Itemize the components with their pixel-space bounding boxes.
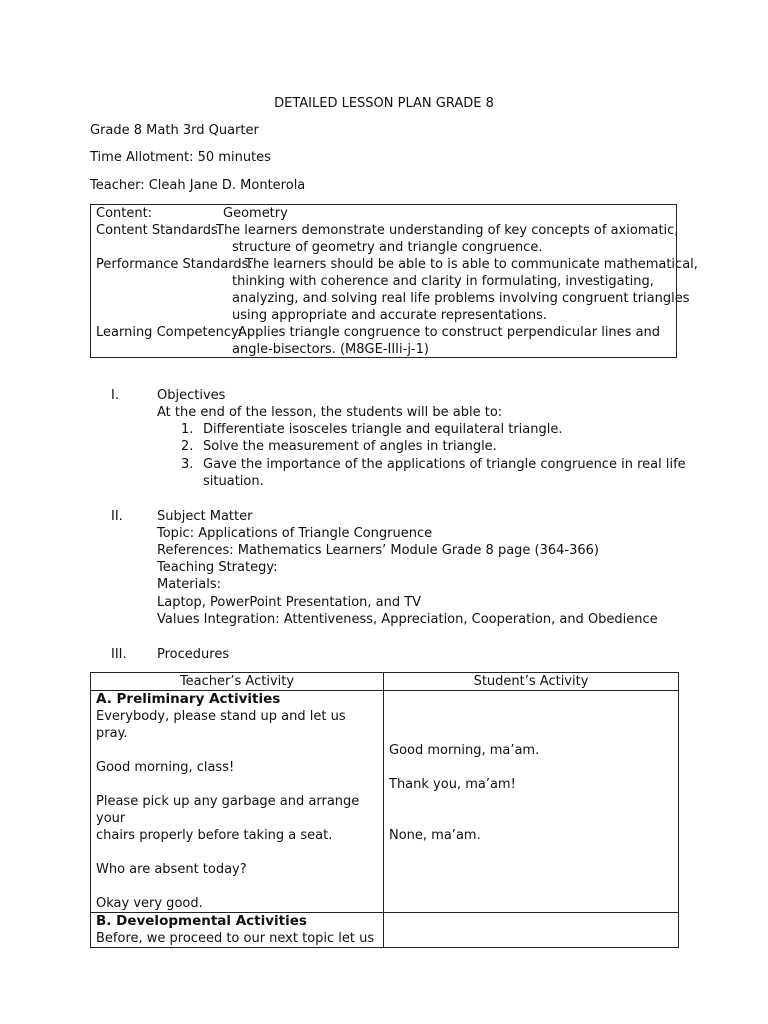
- subject-numeral: II.: [111, 509, 123, 524]
- objective-item-3: Gave the importance of the applications of triangle congruence in real life: [203, 457, 686, 472]
- document-title: DETAILED LESSON PLAN GRADE 8: [274, 96, 494, 111]
- section-b-heading: B. Developmental Activities: [96, 913, 307, 929]
- teacher-line-proceed: Before, we proceed to our next topic let us: [96, 931, 375, 946]
- teacher-line-garbage-2: chairs properly before taking a seat.: [96, 828, 333, 843]
- competency-line2: angle-bisectors. (M8GE-IIIi-j-1): [232, 342, 429, 357]
- student-line-thanks: Thank you, ma’am!: [389, 777, 516, 792]
- time-allotment: Time Allotment: 50 minutes: [90, 150, 271, 165]
- student-developmental-cell: [384, 913, 679, 948]
- objectives-intro: At the end of the lesson, the students will be able to:: [157, 405, 503, 420]
- section-a-heading: A. Preliminary Activities: [96, 691, 281, 707]
- performance-line4: using appropriate and accurate representations.: [232, 308, 548, 323]
- competency-line1: Applies triangle congruence to construct perpendicular lines and: [238, 325, 661, 340]
- student-line-greeting: Good morning, ma’am.: [389, 743, 540, 758]
- content-standards-line1: The learners demonstrate understanding of key concepts of axiomatic,: [216, 223, 679, 238]
- teacher-name: Teacher: Cleah Jane D. Monterola: [90, 178, 306, 193]
- teacher-line-okay: Okay very good.: [96, 896, 203, 911]
- content-standards-label: Content Standards:: [96, 223, 223, 238]
- procedures-table: [90, 672, 679, 948]
- performance-line1: The learners should be able to is able to communicate mathematical,: [245, 257, 698, 272]
- standards-box: [90, 204, 698, 358]
- objective-num-2: 2.: [181, 439, 194, 454]
- teacher-line-absent: Who are absent today?: [96, 862, 247, 877]
- performance-label: Performance Standards:: [96, 257, 253, 272]
- table-header-row: [91, 673, 679, 691]
- content-label: Content:: [96, 206, 153, 221]
- teacher-preliminary-cell: [91, 691, 384, 913]
- grade-line: Grade 8 Math 3rd Quarter: [90, 123, 259, 138]
- subject-materials-label: Materials:: [157, 577, 221, 592]
- teacher-line-garbage-1: Please pick up any garbage and arrange your: [96, 794, 360, 826]
- student-activity-header: Student’s Activity: [384, 673, 679, 691]
- teacher-line-pray: Everybody, please stand up and let us pray.: [96, 709, 346, 741]
- subject-references: References: Mathematics Learners’ Module Grade 8 page (364-366): [157, 543, 600, 558]
- teacher-developmental-cell: [91, 913, 384, 948]
- subject-heading: Subject Matter: [157, 509, 253, 524]
- student-preliminary-cell: [384, 691, 679, 913]
- student-line-none: None, ma’am.: [389, 828, 481, 843]
- content-value: Geometry: [223, 206, 288, 221]
- procedures-numeral: III.: [111, 647, 127, 662]
- performance-line3: analyzing, and solving real life problems involving congruent triangles: [232, 291, 690, 306]
- objectives-heading: Objectives: [157, 388, 226, 403]
- objective-num-1: 1.: [181, 422, 194, 437]
- subject-values: Values Integration: Attentiveness, Appreciation, Cooperation, and Obedience: [157, 612, 658, 627]
- teacher-activity-header: Teacher’s Activity: [91, 673, 384, 691]
- objective-item-3-cont: situation.: [203, 474, 264, 489]
- table-row: [91, 913, 679, 948]
- procedures-heading: Procedures: [157, 647, 230, 662]
- table-row: [91, 691, 679, 913]
- objective-item-1: Differentiate isosceles triangle and equilateral triangle.: [203, 422, 563, 437]
- subject-topic: Topic: Applications of Triangle Congruence: [157, 526, 433, 541]
- subject-materials: Laptop, PowerPoint Presentation, and TV: [157, 595, 422, 610]
- competency-label: Learning Competency:: [96, 325, 243, 340]
- objective-item-2: Solve the measurement of angles in triangle.: [203, 439, 497, 454]
- objective-num-3: 3.: [181, 457, 194, 472]
- content-standards-line2: structure of geometry and triangle congruence.: [232, 240, 543, 255]
- objectives-numeral: I.: [111, 388, 119, 403]
- teacher-line-greeting: Good morning, class!: [96, 760, 235, 775]
- performance-line2: thinking with coherence and clarity in formulating, investigating,: [232, 274, 654, 289]
- subject-strategy: Teaching Strategy:: [157, 560, 278, 575]
